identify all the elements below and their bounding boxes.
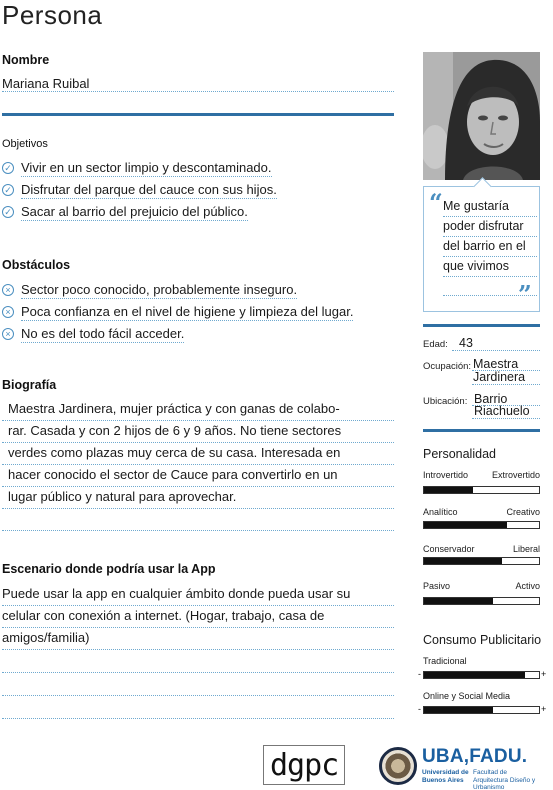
escenario-label: Escenario donde podría usar la App [2, 562, 216, 576]
uba-fadu-logo-text: UBA,FADU. [422, 746, 528, 767]
objetivos-list [2, 157, 277, 223]
info-divider-top [423, 324, 540, 327]
check-circle-icon: ✓ [2, 184, 14, 196]
ubicacion-label: Ubicación: [423, 396, 468, 407]
section-divider [2, 113, 394, 116]
ocupacion-underline [472, 384, 540, 385]
edad-underline [452, 350, 540, 351]
edad-label: Edad: [423, 339, 448, 350]
quote-line: del barrio en el [443, 237, 537, 257]
slider-fill [424, 558, 502, 564]
objetivos-label: Objetivos [2, 138, 48, 150]
slider-fill [424, 487, 473, 493]
x-circle-icon: × [2, 306, 14, 318]
personalidad-sliders [423, 468, 540, 616]
info-divider-bottom [423, 429, 540, 432]
escenario-line: Puede usar la app en cualquier ámbito donde pueda usar su [2, 584, 394, 606]
x-circle-icon: × [2, 284, 14, 296]
uba-subtitle: Universidad de Buenos Aires [422, 769, 469, 784]
consumo-bars [418, 655, 550, 725]
consumo-bar: Tradicional - + [418, 656, 547, 679]
quote-line: poder disfrutar [443, 217, 537, 237]
nombre-label: Nombre [2, 53, 50, 67]
bio-line: rar. Casada y con 2 hijos de 6 y 9 años. No tiene sectores [2, 421, 394, 443]
open-quote-icon: “ [429, 188, 443, 217]
personality-slider: Pasivo Activo [423, 579, 540, 616]
escenario-text [2, 584, 394, 719]
uba-seal-icon [379, 747, 417, 785]
page-title: Persona [2, 0, 103, 30]
ocupacion-line-2: Jardinera [473, 370, 526, 384]
consumo-bar: Online y Social Media - + [418, 691, 547, 714]
list-item: ✓ Vivir en un sector limpio y descontaminado. [2, 157, 277, 179]
bar-fill [424, 672, 525, 678]
escenario-line: amigos/familia) [2, 628, 394, 650]
edad-value: 43 [459, 336, 473, 350]
check-circle-icon: ✓ [2, 162, 14, 174]
quote-line: Me gustaría [443, 197, 537, 217]
list-item: × Sector poco conocido, probablemente inseguro. [2, 279, 353, 301]
slider-track [423, 557, 540, 565]
ubicacion-underline [472, 418, 540, 419]
bio-line: lugar público y natural para aprovechar. [2, 487, 394, 509]
escenario-empty-line [2, 696, 394, 719]
escenario-line: celular con conexión a internet. (Hogar, trabajo, casa de [2, 606, 394, 628]
slider-track [423, 597, 540, 605]
slider-fill [424, 522, 507, 528]
ubicacion-line-2: Riachuelo [474, 404, 530, 418]
obstaculos-label: Obstáculos [2, 258, 71, 272]
persona-portrait-image [423, 52, 540, 180]
list-item: × No es del todo fácil acceder. [2, 323, 353, 345]
check-circle-icon: ✓ [2, 206, 14, 218]
bio-empty-line [2, 509, 394, 531]
fadu-subtitle: Facultad de Arquitectura Diseño y Urbanismo [473, 769, 536, 790]
slider-track [423, 521, 540, 529]
close-quote-icon: ” [518, 280, 532, 309]
consumo-label: Consumo Publicitario [423, 633, 542, 647]
dgpc-logo: dgpc [263, 745, 345, 785]
ocupacion-label: Ocupación: [423, 361, 472, 372]
obstaculos-list [2, 279, 353, 345]
escenario-empty-line [2, 650, 394, 673]
personality-slider: Analítico Creativo [423, 505, 540, 542]
list-item: × Poca confianza en el nivel de higiene y limpieza del lugar. [2, 301, 353, 323]
nombre-value: Mariana Ruibal [2, 76, 90, 91]
personality-slider: Conservador Liberal [423, 542, 540, 579]
biografia-label: Biografía [2, 378, 57, 392]
list-item: ✓ Sacar al barrio del prejuicio del público. [2, 201, 277, 223]
nombre-underline [2, 91, 394, 92]
bar-track [423, 671, 540, 679]
biografia-text [2, 399, 394, 531]
bar-fill [424, 707, 493, 713]
slider-track [423, 486, 540, 494]
persona-photo [423, 52, 540, 180]
escenario-empty-line [2, 673, 394, 696]
bio-line: Maestra Jardinera, mujer práctica y con ganas de colabo- [2, 399, 394, 421]
quote-box [423, 186, 540, 312]
personalidad-label: Personalidad [423, 447, 496, 461]
personality-slider: Introvertido Extrovertido [423, 468, 540, 505]
bio-line: hacer conocido el sector de Cauce para convertirlo en un [2, 465, 394, 487]
slider-fill [424, 598, 493, 604]
quote-line: que vivimos [443, 257, 537, 277]
ubicacion-line-1: Barrio [474, 392, 508, 406]
list-item: ✓ Disfrutar del parque del cauce con sus hijos. [2, 179, 277, 201]
bar-track [423, 706, 540, 714]
x-circle-icon: × [2, 328, 14, 340]
ocupacion-line-1: Maestra [473, 357, 519, 371]
bio-line: verdes como plazas muy cerca de su casa. Interesada en [2, 443, 394, 465]
